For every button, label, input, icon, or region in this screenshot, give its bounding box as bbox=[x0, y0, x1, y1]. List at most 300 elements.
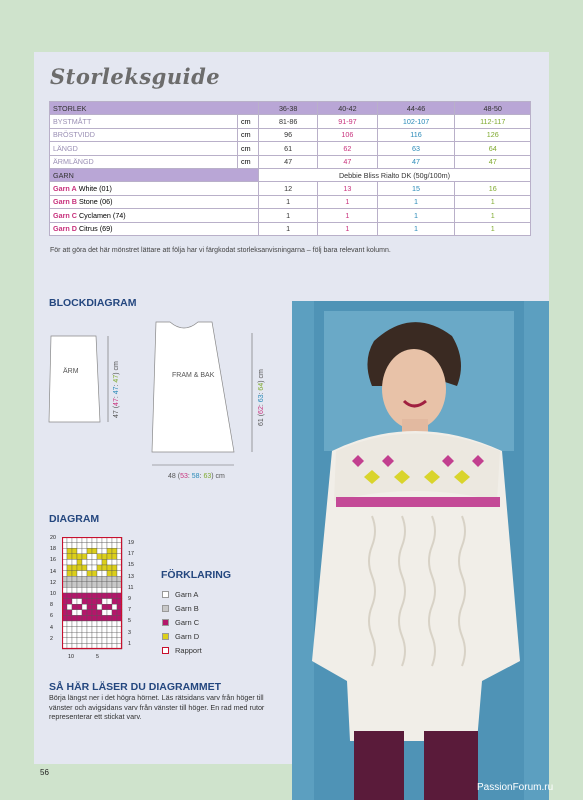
chart-cell bbox=[82, 571, 87, 577]
legend-item bbox=[162, 615, 202, 629]
chart-cell bbox=[82, 565, 87, 571]
dim-part: : bbox=[113, 382, 120, 387]
chart-cell bbox=[112, 593, 117, 599]
howto-text: Börja längst ner i det högra hörnet. Läs rätsidans varv från höger till vänster och avigsidans varv från vänster till höger. En rad med rutor representerar ett stickat varv. bbox=[49, 693, 265, 722]
chart-col-number: 5 bbox=[96, 654, 99, 660]
chart-cell bbox=[102, 632, 107, 638]
measure-unit: cm bbox=[238, 155, 259, 168]
chart-cell bbox=[72, 627, 77, 633]
legend-label: Garn D bbox=[175, 631, 200, 641]
chart-cell bbox=[87, 615, 92, 621]
yarn-label bbox=[50, 222, 259, 235]
dim-part: 47 bbox=[113, 374, 120, 383]
chart-cell bbox=[77, 576, 82, 582]
chart-cell bbox=[102, 593, 107, 599]
dim-part: : bbox=[113, 394, 120, 399]
dim-part: 48 ( bbox=[168, 473, 181, 480]
chart-cell bbox=[82, 576, 87, 582]
chart-cell bbox=[112, 610, 117, 616]
chart-cell bbox=[92, 559, 97, 565]
yarn-desc: Citrus (69) bbox=[78, 224, 113, 234]
chart-cell bbox=[102, 604, 107, 610]
yarn-value: 12 bbox=[259, 182, 318, 195]
chart-cell bbox=[107, 571, 112, 577]
chart-cell bbox=[107, 610, 112, 616]
yarn-label bbox=[50, 195, 259, 208]
chart-cell bbox=[72, 621, 77, 627]
chart-cell bbox=[67, 587, 72, 593]
yarn-desc: Stone (06) bbox=[78, 197, 113, 207]
chart-cell bbox=[107, 543, 112, 549]
chart-cell bbox=[82, 638, 87, 644]
dim-part: 63 bbox=[258, 394, 265, 403]
chart-cell bbox=[82, 543, 87, 549]
chart-cell bbox=[82, 554, 87, 560]
legend-item bbox=[162, 629, 202, 643]
chart-cell bbox=[107, 627, 112, 633]
dim-part: ) cm bbox=[211, 473, 225, 480]
chart-cell bbox=[82, 559, 87, 565]
chart-row-number: 7 bbox=[128, 607, 131, 614]
chart-cell bbox=[97, 565, 102, 571]
legend-label: Garn C bbox=[175, 617, 200, 627]
dim-part: 58 bbox=[191, 473, 200, 480]
measure-unit: cm bbox=[238, 115, 259, 128]
chart-cell bbox=[92, 638, 97, 644]
chart-cell bbox=[92, 543, 97, 549]
chart-row-number: 4 bbox=[50, 624, 53, 631]
chart-cell bbox=[67, 610, 72, 616]
chart-cell bbox=[92, 604, 97, 610]
yarn-name: Garn D bbox=[53, 224, 77, 234]
chart-cell bbox=[92, 610, 97, 616]
chart-cell bbox=[67, 559, 72, 565]
measure-row bbox=[50, 142, 531, 155]
chart-cell bbox=[107, 599, 112, 605]
chart-cell bbox=[102, 571, 107, 577]
chart-cell bbox=[77, 593, 82, 599]
yarn-row bbox=[50, 182, 531, 195]
chart-cell bbox=[87, 610, 92, 616]
chart-cell bbox=[87, 582, 92, 588]
yarn-desc: White (01) bbox=[78, 184, 112, 194]
chart-cell bbox=[97, 559, 102, 565]
chart-row-number: 1 bbox=[128, 640, 131, 647]
chart-cell bbox=[82, 587, 87, 593]
chart-cell bbox=[112, 599, 117, 605]
chart-row-number: 9 bbox=[128, 596, 131, 602]
yarn-name: Garn C bbox=[53, 210, 77, 220]
chart-cell bbox=[77, 565, 82, 571]
yarn-value: 15 bbox=[377, 182, 455, 195]
chart-cell bbox=[72, 610, 77, 616]
chart-cell bbox=[87, 587, 92, 593]
chart-row-number: 3 bbox=[128, 629, 131, 636]
measure-value: 47 bbox=[377, 155, 455, 168]
schematic-shapes bbox=[48, 318, 288, 470]
yarn-value: 1 bbox=[318, 195, 377, 208]
size-col: 48-50 bbox=[455, 102, 531, 115]
chart-cell bbox=[92, 548, 97, 554]
chart-cell bbox=[97, 582, 102, 588]
chart-cell bbox=[67, 632, 72, 638]
yarn-desc: Cyclamen (74) bbox=[78, 210, 126, 220]
chart-cell bbox=[92, 571, 97, 577]
chart-cell bbox=[97, 599, 102, 605]
chart-cell bbox=[72, 604, 77, 610]
chart-row-number: 18 bbox=[50, 546, 56, 553]
legend-label: Garn B bbox=[175, 603, 199, 613]
chart-cell bbox=[82, 604, 87, 610]
swatch-d bbox=[162, 633, 169, 640]
chart-row-number: 16 bbox=[50, 557, 56, 564]
body-width-text bbox=[168, 473, 225, 480]
chart-cell bbox=[87, 565, 92, 571]
dim-part: 64 bbox=[258, 382, 265, 391]
diagram-heading: DIAGRAM bbox=[49, 513, 100, 525]
chart-cell bbox=[92, 576, 97, 582]
chart-cell bbox=[97, 543, 102, 549]
chart-cell bbox=[102, 582, 107, 588]
size-col: 36-38 bbox=[259, 102, 318, 115]
chart-cell bbox=[92, 565, 97, 571]
yarn-value: 1 bbox=[455, 209, 531, 222]
chart-cell bbox=[112, 576, 117, 582]
chart-cell bbox=[112, 543, 117, 549]
chart-cell bbox=[87, 554, 92, 560]
chart-cell bbox=[112, 615, 117, 621]
measure-value: 116 bbox=[377, 128, 455, 141]
chart-cell bbox=[97, 615, 102, 621]
chart-cell bbox=[112, 587, 117, 593]
yarn-value: 1 bbox=[455, 195, 531, 208]
chart-cell bbox=[87, 593, 92, 599]
chart-cell bbox=[67, 621, 72, 627]
chart-cell bbox=[87, 632, 92, 638]
chart-cell bbox=[77, 632, 82, 638]
chart-cell bbox=[92, 615, 97, 621]
chart-cell bbox=[77, 610, 82, 616]
chart-cell bbox=[87, 548, 92, 554]
chart-cell bbox=[77, 548, 82, 554]
chart-cell bbox=[72, 543, 77, 549]
dim-part: : bbox=[258, 402, 265, 407]
measure-value: 64 bbox=[455, 142, 531, 155]
yarn-value: 1 bbox=[259, 209, 318, 222]
chart-cell bbox=[72, 554, 77, 560]
yarn-row bbox=[50, 222, 531, 235]
measure-row bbox=[50, 155, 531, 168]
chart-cell bbox=[102, 543, 107, 549]
chart-cell bbox=[102, 615, 107, 621]
sleeve-shape bbox=[49, 336, 100, 422]
measure-value: 62 bbox=[318, 142, 377, 155]
howto-heading: SÅ HÄR LÄSER DU DIAGRAMMET bbox=[49, 681, 222, 693]
legend-item bbox=[162, 587, 202, 601]
dim-part: 47 bbox=[113, 386, 120, 395]
chart-cell bbox=[107, 587, 112, 593]
dim-part: : bbox=[187, 473, 192, 480]
chart-cell bbox=[107, 615, 112, 621]
swatch-c bbox=[162, 619, 169, 626]
chart-cell bbox=[72, 565, 77, 571]
chart-cell bbox=[112, 571, 117, 577]
chart-cell bbox=[77, 604, 82, 610]
chart-row-number: 20 bbox=[50, 535, 56, 541]
chart-cell bbox=[107, 548, 112, 554]
chart-row-number: 13 bbox=[128, 573, 134, 580]
chart-cell bbox=[77, 543, 82, 549]
chart-cell bbox=[97, 548, 102, 554]
chart-cell bbox=[97, 632, 102, 638]
chart-cell bbox=[82, 615, 87, 621]
chart-cell bbox=[102, 610, 107, 616]
yarn-value: 1 bbox=[318, 222, 377, 235]
chart-cell bbox=[102, 576, 107, 582]
size-header-row bbox=[50, 102, 531, 115]
yarn-value: 1 bbox=[259, 222, 318, 235]
body-label: FRAM & BAK bbox=[172, 372, 215, 379]
yarn-name: Garn B bbox=[53, 197, 77, 207]
dim-part: 47 bbox=[113, 398, 120, 406]
dim-part: 63 bbox=[203, 473, 212, 480]
chart-cell bbox=[72, 599, 77, 605]
chart-cell bbox=[112, 548, 117, 554]
chart-cell bbox=[87, 543, 92, 549]
chart-cell bbox=[97, 604, 102, 610]
chart-cell bbox=[112, 621, 117, 627]
chart-cell bbox=[77, 627, 82, 633]
dim-part: ) cm bbox=[113, 361, 120, 375]
yarn-value: 1 bbox=[318, 209, 377, 222]
page-title: Storleksguide bbox=[50, 64, 221, 89]
chart-cell bbox=[72, 576, 77, 582]
chart-cell bbox=[77, 554, 82, 560]
chart-cell bbox=[112, 559, 117, 565]
chart-row-number: 5 bbox=[128, 618, 131, 625]
sleeve-length-text bbox=[113, 361, 120, 418]
chart-row-number: 17 bbox=[128, 551, 134, 558]
chart-cell bbox=[72, 638, 77, 644]
swatch-b bbox=[162, 605, 169, 612]
chart-cell bbox=[72, 632, 77, 638]
watermark: PassionForum.ru bbox=[477, 782, 554, 793]
size-col: 44-46 bbox=[377, 102, 455, 115]
yarn-row bbox=[50, 195, 531, 208]
chart-cell bbox=[67, 593, 72, 599]
yarn-value: 16 bbox=[455, 182, 531, 195]
chart-cell bbox=[67, 576, 72, 582]
chart-cell bbox=[102, 621, 107, 627]
chart-cell bbox=[97, 576, 102, 582]
chart-cell bbox=[102, 627, 107, 633]
yarn-label bbox=[50, 209, 259, 222]
pattern-chart bbox=[62, 537, 124, 651]
chart-cell bbox=[112, 604, 117, 610]
dim-part: 61 ( bbox=[258, 413, 265, 426]
chart-cell bbox=[77, 587, 82, 593]
sleeve-label: ÄRM bbox=[63, 368, 79, 375]
chart-cell bbox=[87, 559, 92, 565]
legend-item bbox=[162, 643, 202, 657]
legend-label: Garn A bbox=[175, 589, 199, 599]
chart-cell bbox=[107, 565, 112, 571]
chart-cell bbox=[102, 559, 107, 565]
chart-cell bbox=[107, 559, 112, 565]
chart-cell bbox=[107, 604, 112, 610]
measure-value: 106 bbox=[318, 128, 377, 141]
chart-cell bbox=[67, 599, 72, 605]
legend bbox=[162, 587, 202, 657]
measure-value: 102-107 bbox=[377, 115, 455, 128]
chart-cell bbox=[92, 627, 97, 633]
table-note: För att göra det här mönstret lättare att följa har vi färgkodat storleksanvisningarna – följ bara relevant kolumn. bbox=[50, 247, 391, 254]
chart-cell bbox=[77, 615, 82, 621]
chart-cell bbox=[107, 638, 112, 644]
chart-cell bbox=[67, 571, 72, 577]
chart-cell bbox=[72, 559, 77, 565]
measure-value: 81-86 bbox=[259, 115, 318, 128]
legend-item bbox=[162, 601, 202, 615]
chart-cell bbox=[82, 621, 87, 627]
blockdiagram-heading: BLOCKDIAGRAM bbox=[49, 297, 137, 309]
chart-cell bbox=[82, 548, 87, 554]
measure-value: 61 bbox=[259, 142, 318, 155]
chart-cell bbox=[67, 638, 72, 644]
chart-cell bbox=[72, 615, 77, 621]
chart-cell bbox=[87, 627, 92, 633]
chart-cell bbox=[87, 604, 92, 610]
legend-label: Rapport bbox=[175, 645, 202, 655]
photo-illustration bbox=[292, 301, 549, 800]
chart-cell bbox=[77, 571, 82, 577]
chart-cell bbox=[82, 632, 87, 638]
chart-cell bbox=[67, 627, 72, 633]
chart-cell bbox=[67, 543, 72, 549]
chart-cell bbox=[77, 621, 82, 627]
body-length-text bbox=[258, 369, 265, 426]
chart-cell bbox=[97, 610, 102, 616]
chart-cell bbox=[102, 587, 107, 593]
yarn-header-row bbox=[50, 168, 531, 181]
measure-label: ÄRMLÄNGD bbox=[50, 155, 238, 168]
chart-row-number: 10 bbox=[50, 591, 56, 597]
dim-part: : bbox=[199, 473, 204, 480]
chart-row-number: 14 bbox=[50, 568, 56, 575]
chart-cell bbox=[67, 565, 72, 571]
chart-cell bbox=[82, 610, 87, 616]
chart-cell bbox=[92, 582, 97, 588]
chart-cell bbox=[87, 599, 92, 605]
dim-part: 53 bbox=[180, 473, 188, 480]
measure-unit: cm bbox=[238, 128, 259, 141]
body-shape bbox=[152, 322, 234, 452]
chart-cell bbox=[112, 627, 117, 633]
chart-cell bbox=[72, 593, 77, 599]
measure-value: 91-97 bbox=[318, 115, 377, 128]
chart-cell bbox=[92, 587, 97, 593]
size-col: 40-42 bbox=[318, 102, 377, 115]
chart-cell bbox=[97, 587, 102, 593]
measure-value: 63 bbox=[377, 142, 455, 155]
chart-col-number: 10 bbox=[68, 654, 74, 660]
chart-row-number: 8 bbox=[50, 602, 53, 609]
chart-cell bbox=[102, 554, 107, 560]
yarn-row bbox=[50, 209, 531, 222]
chart-cell bbox=[97, 627, 102, 633]
chart-cell bbox=[92, 593, 97, 599]
chart-cell bbox=[82, 627, 87, 633]
yarn-name: Garn A bbox=[53, 184, 77, 194]
chart-cell bbox=[72, 571, 77, 577]
chart-cell bbox=[92, 554, 97, 560]
chart-cell bbox=[87, 621, 92, 627]
chart-cell bbox=[97, 638, 102, 644]
chart-cell bbox=[107, 576, 112, 582]
chart-cell bbox=[92, 632, 97, 638]
chart-cell bbox=[112, 565, 117, 571]
chart-cell bbox=[77, 559, 82, 565]
chart-cell bbox=[112, 582, 117, 588]
chart-cell bbox=[87, 571, 92, 577]
legend-heading: FÖRKLARING bbox=[161, 569, 231, 581]
measure-unit: cm bbox=[238, 142, 259, 155]
chart-cell bbox=[102, 638, 107, 644]
measure-row bbox=[50, 115, 531, 128]
dim-part: ) cm bbox=[258, 369, 265, 383]
chart-row-number: 19 bbox=[128, 540, 134, 546]
chart-cell bbox=[102, 565, 107, 571]
chart-cell bbox=[107, 554, 112, 560]
measure-value: 47 bbox=[259, 155, 318, 168]
chart-cell bbox=[67, 582, 72, 588]
chart-cell bbox=[82, 593, 87, 599]
measure-label: BRÖSTVIDD bbox=[50, 128, 238, 141]
yarn-label bbox=[50, 182, 259, 195]
chart-cell bbox=[102, 548, 107, 554]
measure-row bbox=[50, 128, 531, 141]
chart-cell bbox=[82, 599, 87, 605]
chart-cell bbox=[67, 554, 72, 560]
measure-value: 126 bbox=[455, 128, 531, 141]
measure-label: BYSTMÅTT bbox=[50, 115, 238, 128]
chart-cell bbox=[97, 571, 102, 577]
chart-cell bbox=[107, 593, 112, 599]
yarn-brand: Debbie Bliss Rialto DK (50g/100m) bbox=[259, 168, 531, 181]
yarn-value: 1 bbox=[259, 195, 318, 208]
chart-cell bbox=[77, 638, 82, 644]
chart-cell bbox=[87, 638, 92, 644]
swatch-a bbox=[162, 591, 169, 598]
measure-label: LÄNGD bbox=[50, 142, 238, 155]
chart-cell bbox=[112, 632, 117, 638]
chart-cell bbox=[97, 621, 102, 627]
dim-part: 62 bbox=[258, 406, 265, 414]
measure-value: 112-117 bbox=[455, 115, 531, 128]
yarn-value: 1 bbox=[455, 222, 531, 235]
chart-cell bbox=[92, 599, 97, 605]
yarn-value: 1 bbox=[377, 209, 455, 222]
yarn-value: 1 bbox=[377, 222, 455, 235]
chart-cell bbox=[107, 632, 112, 638]
chart-cell bbox=[72, 582, 77, 588]
chart-cell bbox=[112, 638, 117, 644]
chart-cell bbox=[112, 554, 117, 560]
yarn-value: 13 bbox=[318, 182, 377, 195]
chart-cell bbox=[102, 599, 107, 605]
chart-row-number: 11 bbox=[128, 584, 134, 591]
chart-row-number: 12 bbox=[50, 579, 56, 586]
